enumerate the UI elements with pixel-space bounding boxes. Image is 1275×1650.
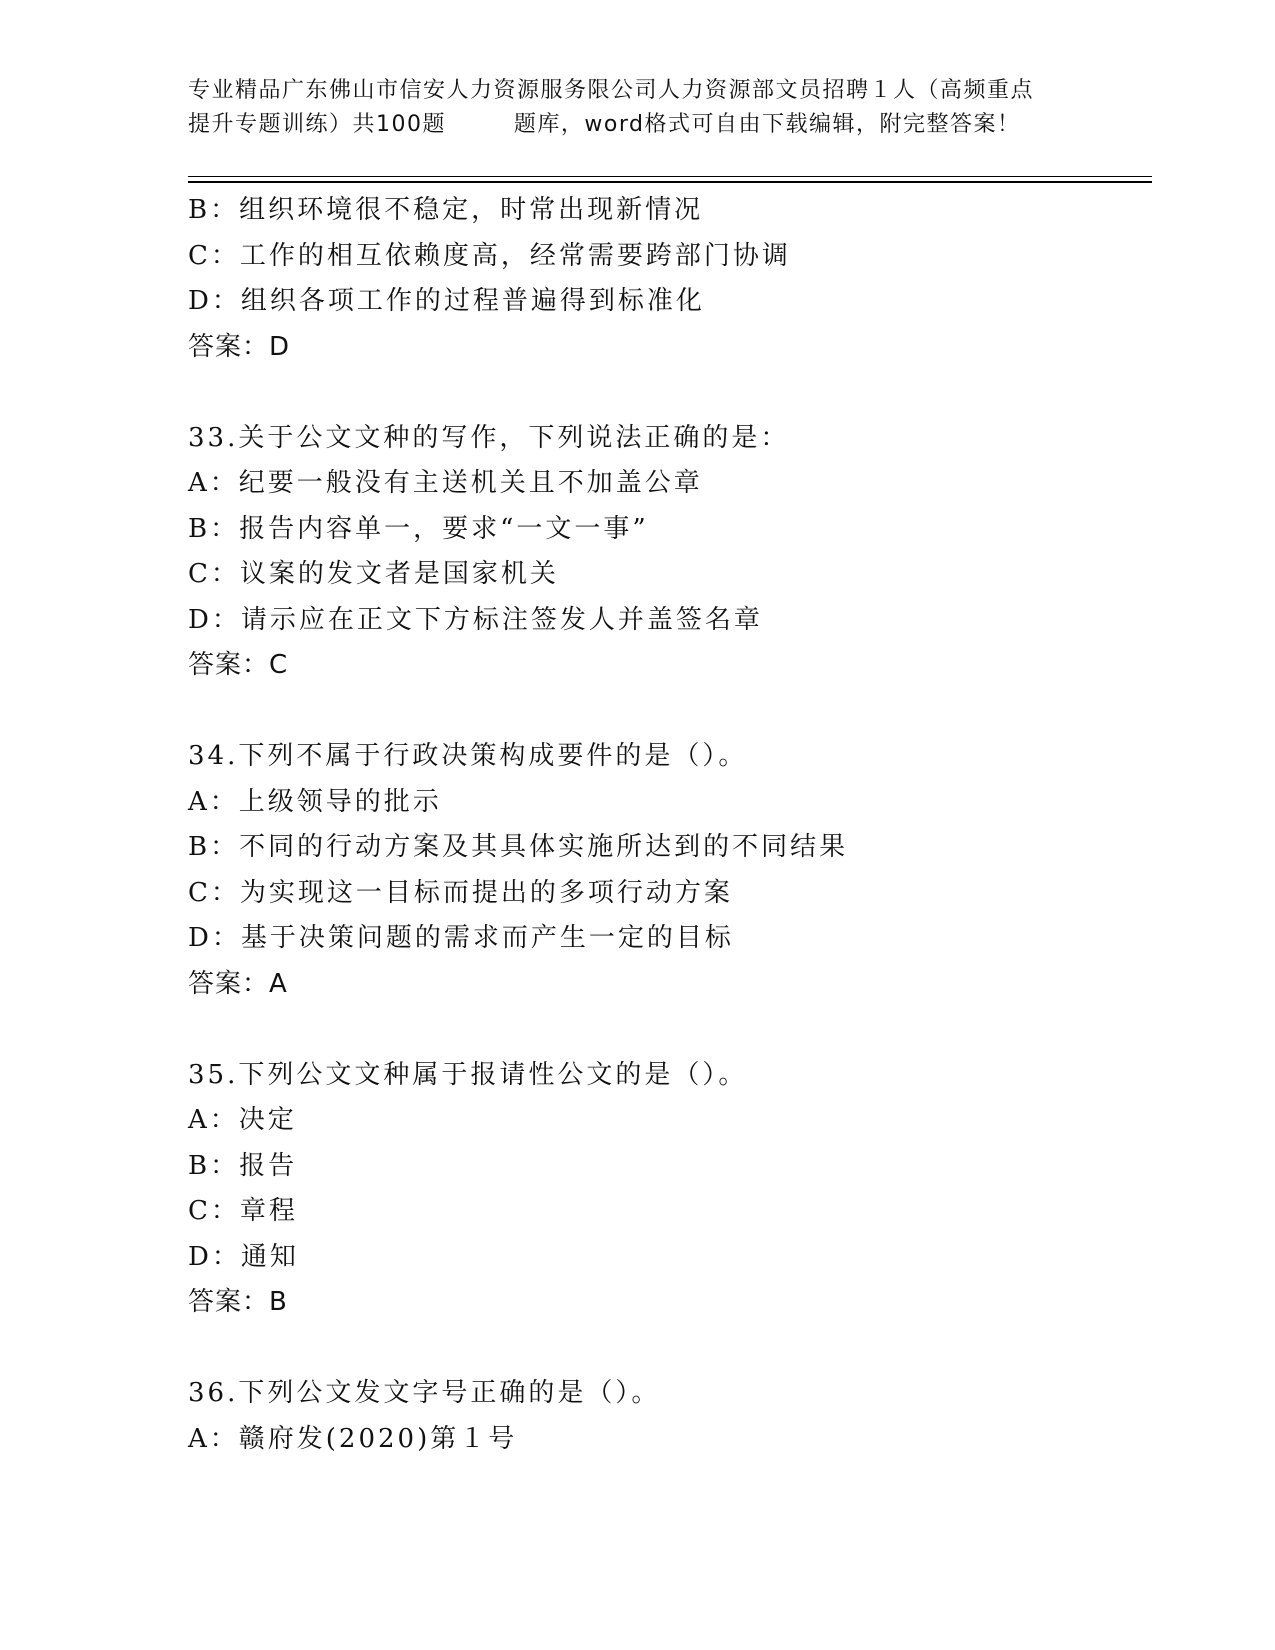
- header-rule-thin: [188, 176, 1152, 177]
- q34-option-a: A：上级领导的批示: [188, 786, 442, 817]
- document-header: [188, 74, 1088, 142]
- q34-option-b: B：不同的行动方案及其具体实施所达到的不同结果: [188, 832, 849, 862]
- q35-answer: 答案：B: [188, 1287, 288, 1317]
- header-rule-thick: [188, 181, 1152, 183]
- q35-option-b: B：报告: [188, 1150, 298, 1181]
- q33-option-b: B：报告内容单一，要求“一文一事”: [188, 513, 649, 544]
- q34-option-c: C：为实现这一目标而提出的多项行动方案: [188, 877, 733, 908]
- q32-option-c: C：工作的相互依赖度高，经常需要跨部门协调: [188, 240, 791, 271]
- q34-answer: 答案：A: [188, 968, 288, 999]
- spacer: [188, 1326, 1148, 1372]
- question-list: [188, 188, 1148, 1462]
- q35-option-d: D：通知: [188, 1241, 299, 1272]
- q33-option-d: D：请示应在正文下方标注签发人并盖签名章: [188, 604, 763, 635]
- q32-option-d: D：组织各项工作的过程普遍得到标准化: [188, 286, 705, 316]
- q36-stem: 36.下列公文发文字号正确的是（）。: [188, 1378, 661, 1408]
- q35-option-a: A：决定: [188, 1105, 297, 1135]
- q33-stem: 33.关于公文文种的写作，下列说法正确的是：: [188, 422, 790, 453]
- q32-answer: 答案：D: [188, 331, 291, 362]
- header-line-1: 专业精品广东佛山市信安人力资源服务限公司人力资源部文员招聘１人（高频重点: [188, 78, 1035, 103]
- q35-stem: 35.下列公文文种属于报请性公文的是（）。: [188, 1059, 748, 1090]
- q33-answer: 答案：C: [188, 650, 289, 680]
- q34-option-d: D：基于决策问题的需求而产生一定的目标: [188, 923, 734, 953]
- spacer: [188, 689, 1148, 735]
- q35-option-c: C：章程: [188, 1196, 298, 1226]
- q33-option-a: A：纪要一般没有主送机关且不加盖公章: [188, 468, 703, 498]
- q36-option-a: A：赣府发(2020)第１号: [188, 1423, 518, 1454]
- header-line-2: 提升专题训练）共100题 题库，word格式可自由下载编辑，附完整答案！: [188, 112, 1021, 137]
- spacer: [188, 370, 1148, 416]
- q33-option-c: C：议案的发文者是国家机关: [188, 559, 559, 589]
- q34-stem: 34.下列不属于行政决策构成要件的是（）。: [188, 741, 748, 771]
- spacer: [188, 1007, 1148, 1053]
- q32-option-b: B：组织环境很不稳定，时常出现新情况: [188, 195, 704, 225]
